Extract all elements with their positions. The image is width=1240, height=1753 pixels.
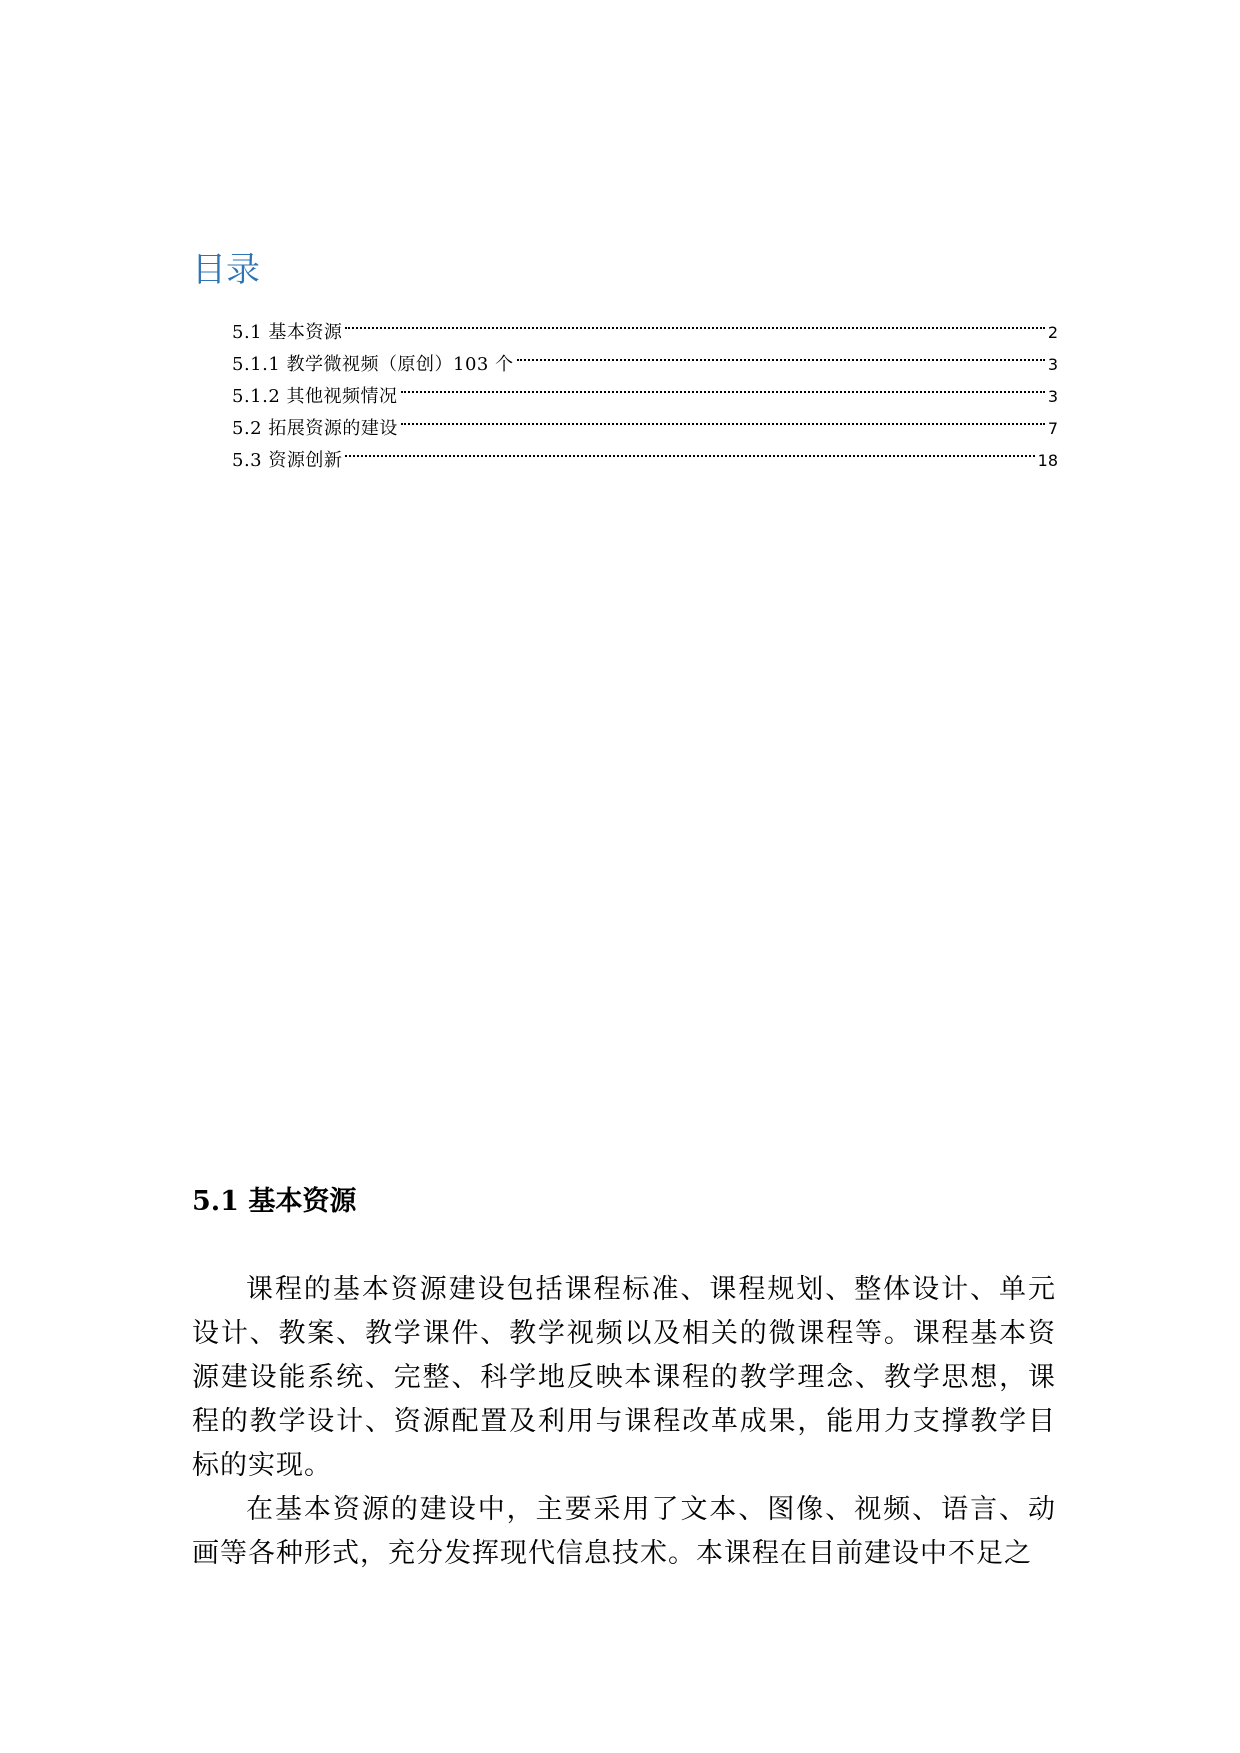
section-heading: 5.1 基本资源 xyxy=(192,1186,357,1218)
toc-page-number: 2 xyxy=(1047,323,1058,342)
toc-entry-label: 5.1.2 其他视频情况 xyxy=(232,386,398,407)
toc-dot-leader xyxy=(345,306,1044,338)
toc-dot-leader xyxy=(517,338,1045,370)
toc-title: 目录 xyxy=(192,250,260,290)
body-paragraph: 课程的基本资源建设包括课程标准、课程规划、整体设计、单元设计、教案、教学课件、教学视频以及相关的微课程等。课程基本资源建设能系统、完整、科学地反映本课程的教学理念、教学思想，课程的教学设计、资源配置及利用与课程改革成果，能用力支撑教学目标的实现。 xyxy=(192,1274,1056,1481)
toc-entry[interactable] xyxy=(232,306,1058,343)
section-body xyxy=(192,1268,1056,1576)
toc-page-number: 3 xyxy=(1047,355,1058,374)
toc-dot-leader xyxy=(345,434,1034,466)
table-of-contents xyxy=(232,306,1058,471)
toc-dot-leader xyxy=(401,370,1045,402)
toc-page-number: 3 xyxy=(1047,387,1058,406)
toc-page-number: 18 xyxy=(1037,451,1058,470)
toc-entry-label: 5.1 基本资源 xyxy=(232,322,343,343)
toc-entry[interactable] xyxy=(232,338,1058,375)
body-paragraph: 在基本资源的建设中，主要采用了文本、图像、视频、语言、动画等各种形式，充分发挥现代信息技术。本课程在目前建设中不足之 xyxy=(192,1494,1056,1569)
toc-page-number: 7 xyxy=(1047,419,1058,438)
toc-entry-label: 5.3 资源创新 xyxy=(232,450,343,471)
toc-entry-label: 5.1.1 教学微视频（原创）103 个 xyxy=(232,354,514,375)
toc-entry[interactable] xyxy=(232,434,1058,471)
toc-entry-label: 5.2 拓展资源的建设 xyxy=(232,418,398,439)
toc-dot-leader xyxy=(401,402,1045,434)
